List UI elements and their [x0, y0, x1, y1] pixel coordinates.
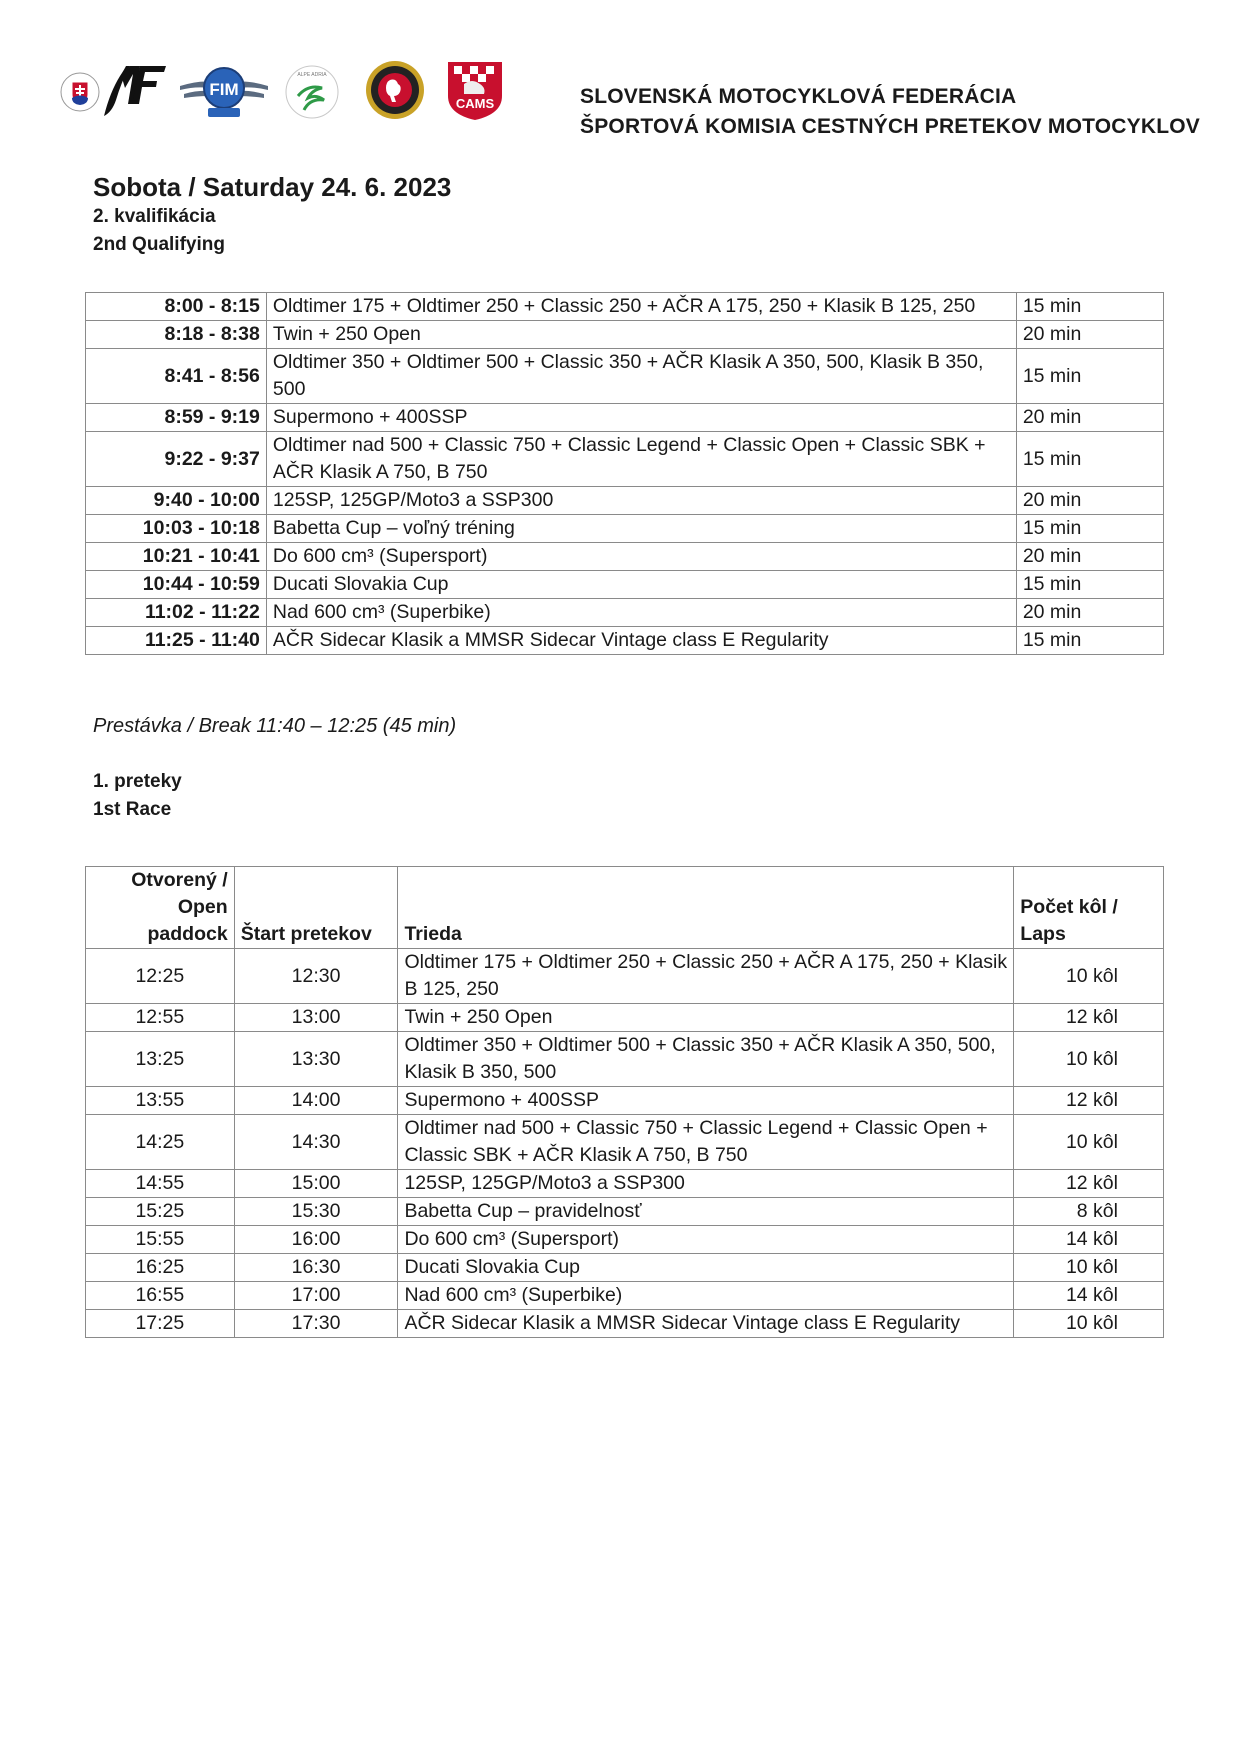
race-open-time: 17:25 — [86, 1310, 235, 1338]
race-open-time: 16:55 — [86, 1282, 235, 1310]
header-laps — [1014, 867, 1164, 949]
fim-logo — [178, 62, 270, 122]
qualifying-class: Nad 600 cm³ (Superbike) — [266, 599, 1016, 627]
race-open-time: 16:25 — [86, 1254, 235, 1282]
qualifying-row — [86, 487, 1164, 515]
race-start-time: 12:30 — [234, 949, 398, 1004]
qualifying-duration: 15 min — [1016, 627, 1163, 655]
qualifying-class: Twin + 250 Open — [266, 321, 1016, 349]
header-class: Trieda — [398, 867, 1014, 949]
alpe-adria-logo-text: ALPE ADRIA — [297, 72, 327, 78]
qualifying-class: Oldtimer 350 + Oldtimer 500 + Classic 350 + AČR Klasik A 350, 500, Klasik B 350, 500 — [266, 349, 1016, 404]
qualifying-time: 11:25 - 11:40 — [86, 627, 267, 655]
document-header — [60, 58, 1201, 138]
qualifying-duration: 20 min — [1016, 543, 1163, 571]
race-start-time: 14:30 — [234, 1115, 398, 1170]
cams-logo — [444, 58, 506, 122]
qualifying-row — [86, 627, 1164, 655]
qualifying-duration: 15 min — [1016, 571, 1163, 599]
czech-federation-logo — [360, 58, 430, 122]
qualifying-class: Do 600 cm³ (Supersport) — [266, 543, 1016, 571]
race-class: AČR Sidecar Klasik a MMSR Sidecar Vintage class E Regularity — [398, 1310, 1014, 1338]
race-class: Supermono + 400SSP — [398, 1087, 1014, 1115]
day-title: Sobota / Saturday 24. 6. 2023 — [93, 172, 452, 202]
race-laps: 10 kôl — [1014, 949, 1164, 1004]
qualifying-row — [86, 321, 1164, 349]
race-start-time: 14:00 — [234, 1087, 398, 1115]
organization-line-1: SLOVENSKÁ MOTOCYKLOVÁ FEDERÁCIA — [580, 85, 1017, 108]
race-laps: 8 kôl — [1014, 1198, 1164, 1226]
race-open-time: 12:25 — [86, 949, 235, 1004]
qualifying-duration: 15 min — [1016, 293, 1163, 321]
smf-logo — [60, 58, 170, 122]
qualifying-time: 9:22 - 9:37 — [86, 432, 267, 487]
race-title-sk: 1. preteky — [93, 771, 182, 792]
qualifying-time: 8:59 - 9:19 — [86, 404, 267, 432]
qualifying-time: 10:21 - 10:41 — [86, 543, 267, 571]
race-laps: 14 kôl — [1014, 1226, 1164, 1254]
race-table-head — [86, 867, 1164, 949]
race-row — [86, 1004, 1164, 1032]
qualifying-duration: 20 min — [1016, 599, 1163, 627]
qualifying-class: Ducati Slovakia Cup — [266, 571, 1016, 599]
race-row — [86, 1087, 1164, 1115]
race-class: 125SP, 125GP/Moto3 a SSP300 — [398, 1170, 1014, 1198]
race-row — [86, 1226, 1164, 1254]
race-class: Nad 600 cm³ (Superbike) — [398, 1282, 1014, 1310]
race-open-time: 13:55 — [86, 1087, 235, 1115]
race-row — [86, 949, 1164, 1004]
header-open-line-1: Otvorený / — [131, 869, 228, 891]
qualifying-class: Babetta Cup – voľný tréning — [266, 515, 1016, 543]
race-class: Babetta Cup – pravidelnosť — [398, 1198, 1014, 1226]
race-start-time: 16:30 — [234, 1254, 398, 1282]
qualifying-row — [86, 432, 1164, 487]
qualifying-time: 8:18 - 8:38 — [86, 321, 267, 349]
qualifying-class: Oldtimer nad 500 + Classic 750 + Classic Legend + Classic Open + Classic SBK + AČR Klasik A 750, B 750 — [266, 432, 1016, 487]
qualifying-duration: 20 min — [1016, 321, 1163, 349]
qualifying-table-body — [86, 293, 1164, 655]
qualifying-title-sk: 2. kvalifikácia — [93, 206, 216, 227]
race-start-time: 13:00 — [234, 1004, 398, 1032]
fim-logo-text: FIM — [209, 80, 239, 99]
race-start-time: 16:00 — [234, 1226, 398, 1254]
cams-logo-text: CAMS — [455, 96, 495, 111]
qualifying-row — [86, 293, 1164, 321]
qualifying-class: Oldtimer 175 + Oldtimer 250 + Classic 250 + AČR A 175, 250 + Klasik B 125, 250 — [266, 293, 1016, 321]
qualifying-time: 8:41 - 8:56 — [86, 349, 267, 404]
race-table-header-row — [86, 867, 1164, 949]
race-open-time: 15:55 — [86, 1226, 235, 1254]
header-laps-line-2: Laps — [1020, 923, 1066, 945]
race-laps: 12 kôl — [1014, 1004, 1164, 1032]
break-notice: Prestávka / Break 11:40 – 12:25 (45 min) — [93, 715, 457, 737]
race-laps: 10 kôl — [1014, 1310, 1164, 1338]
qualifying-duration: 15 min — [1016, 515, 1163, 543]
qualifying-time: 10:44 - 10:59 — [86, 571, 267, 599]
race-row — [86, 1310, 1164, 1338]
race-row — [86, 1032, 1164, 1087]
qualifying-row — [86, 515, 1164, 543]
race-start-time: 17:30 — [234, 1310, 398, 1338]
race-class: Ducati Slovakia Cup — [398, 1254, 1014, 1282]
race-open-time: 13:25 — [86, 1032, 235, 1087]
race-open-time: 15:25 — [86, 1198, 235, 1226]
qualifying-row — [86, 543, 1164, 571]
qualifying-title-en: 2nd Qualifying — [93, 234, 225, 255]
race-class: Oldtimer nad 500 + Classic 750 + Classic Legend + Classic Open + Classic SBK + AČR Klasik A 750, B 750 — [398, 1115, 1014, 1170]
race-laps: 12 kôl — [1014, 1170, 1164, 1198]
qualifying-class: Supermono + 400SSP — [266, 404, 1016, 432]
qualifying-row — [86, 404, 1164, 432]
header-open-paddock — [86, 867, 235, 949]
race-start-time: 15:30 — [234, 1198, 398, 1226]
qualifying-table — [85, 292, 1164, 655]
race-start-time: 15:00 — [234, 1170, 398, 1198]
smf-logo-text: SMF — [130, 120, 133, 121]
race-laps: 10 kôl — [1014, 1115, 1164, 1170]
race-table — [85, 866, 1164, 1338]
qualifying-row — [86, 571, 1164, 599]
organization-line-2: ŠPORTOVÁ KOMISIA CESTNÝCH PRETEKOV MOTOCYKLOV — [580, 115, 1201, 138]
race-row — [86, 1115, 1164, 1170]
race-laps: 10 kôl — [1014, 1254, 1164, 1282]
qualifying-row — [86, 599, 1164, 627]
race-start-time: 17:00 — [234, 1282, 398, 1310]
race-laps: 12 kôl — [1014, 1087, 1164, 1115]
header-start: Štart pretekov — [234, 867, 398, 949]
qualifying-time: 11:02 - 11:22 — [86, 599, 267, 627]
race-open-time: 12:55 — [86, 1004, 235, 1032]
race-row — [86, 1198, 1164, 1226]
race-class: Oldtimer 350 + Oldtimer 500 + Classic 350 + AČR Klasik A 350, 500, Klasik B 350, 500 — [398, 1032, 1014, 1087]
alpe-adria-logo — [282, 62, 342, 122]
qualifying-time: 10:03 - 10:18 — [86, 515, 267, 543]
race-row — [86, 1282, 1164, 1310]
race-class: Do 600 cm³ (Supersport) — [398, 1226, 1014, 1254]
qualifying-class: 125SP, 125GP/Moto3 a SSP300 — [266, 487, 1016, 515]
qualifying-duration: 20 min — [1016, 404, 1163, 432]
qualifying-duration: 20 min — [1016, 487, 1163, 515]
race-table-body — [86, 949, 1164, 1338]
race-class: Oldtimer 175 + Oldtimer 250 + Classic 250 + AČR A 175, 250 + Klasik B 125, 250 — [398, 949, 1014, 1004]
header-open-line-2: Open — [177, 896, 228, 918]
qualifying-time: 8:00 - 8:15 — [86, 293, 267, 321]
race-open-time: 14:55 — [86, 1170, 235, 1198]
header-open-line-3: paddock — [147, 923, 228, 945]
qualifying-class: AČR Sidecar Klasik a MMSR Sidecar Vintage class E Regularity — [266, 627, 1016, 655]
qualifying-time: 9:40 - 10:00 — [86, 487, 267, 515]
race-row — [86, 1170, 1164, 1198]
organization-name — [580, 82, 1200, 142]
race-title-en: 1st Race — [93, 799, 172, 820]
race-open-time: 14:25 — [86, 1115, 235, 1170]
race-row — [86, 1254, 1164, 1282]
qualifying-duration: 15 min — [1016, 349, 1163, 404]
race-laps: 10 kôl — [1014, 1032, 1164, 1087]
qualifying-row — [86, 349, 1164, 404]
qualifying-duration: 15 min — [1016, 432, 1163, 487]
header-laps-line-1: Počet kôl / — [1020, 896, 1118, 918]
race-class: Twin + 250 Open — [398, 1004, 1014, 1032]
race-laps: 14 kôl — [1014, 1282, 1164, 1310]
race-start-time: 13:30 — [234, 1032, 398, 1087]
